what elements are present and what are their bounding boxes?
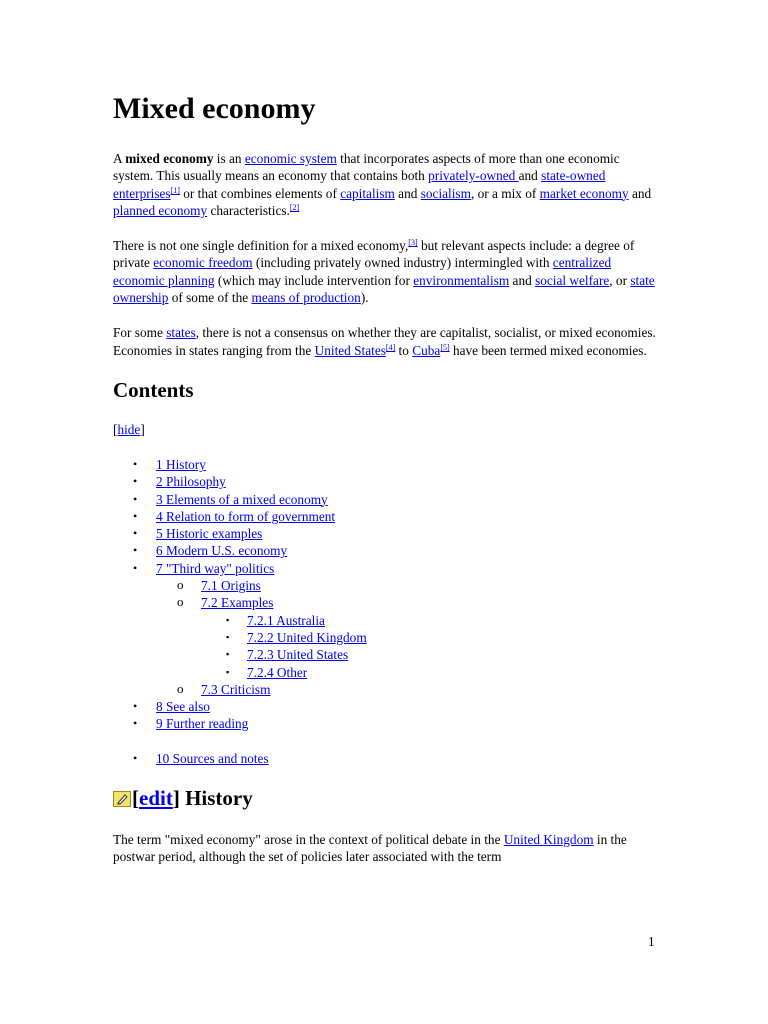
toc-link-criticism[interactable]: 7.3 Criticism [201, 681, 271, 697]
text: characteristics. [207, 202, 290, 218]
toc-item [113, 594, 658, 611]
link-environmentalism[interactable]: environmentalism [413, 272, 510, 288]
toc-item [113, 750, 658, 767]
citation-2[interactable]: [2] [289, 202, 300, 212]
intro-paragraph [113, 150, 658, 219]
text: but relevant aspects include: a degree of private [113, 238, 635, 271]
contents-heading: Contents [113, 377, 194, 402]
page-number: 1 [648, 934, 655, 949]
toc-item [113, 646, 658, 663]
bracket: ] [140, 421, 145, 437]
text: and [509, 272, 536, 288]
link-market-economy[interactable]: market economy [539, 185, 629, 201]
link-capitalism[interactable]: capitalism [340, 185, 395, 201]
bullet-icon: • [133, 526, 138, 541]
link-economic-system[interactable]: economic system [244, 151, 337, 166]
text: , or [609, 272, 631, 288]
history-heading [113, 785, 658, 811]
bullet-icon: • [133, 474, 138, 489]
toc-toggle [113, 421, 658, 438]
toc-item [113, 698, 658, 715]
toc-link-united-states[interactable]: 7.2.3 United States [247, 647, 349, 663]
text: and [518, 168, 542, 184]
square-bullet-icon: ▪ [226, 614, 230, 625]
text: (which may include intervention for [214, 272, 414, 288]
link-social-welfare[interactable]: social welfare [535, 272, 610, 288]
text: , there is not a consensus on whether they are capitalist, socialist, or mixed economies. Economies in states ranging from the [113, 325, 656, 358]
bracket: ] [172, 786, 180, 811]
table-of-contents [113, 456, 658, 767]
square-bullet-icon: ▪ [226, 631, 230, 642]
toc-spacer [113, 733, 658, 750]
page-title: Mixed economy [113, 92, 316, 125]
link-socialism[interactable]: socialism [420, 185, 471, 201]
toc-link-see-also[interactable]: 8 See also [156, 699, 210, 715]
circle-bullet-icon: o [177, 680, 184, 696]
article [113, 92, 658, 866]
toc-link-australia[interactable]: 7.2.1 Australia [247, 612, 325, 628]
circle-bullet-icon: o [177, 594, 184, 610]
bracket: [ [132, 786, 139, 811]
square-bullet-icon: ▪ [226, 666, 230, 677]
bullet-icon: • [133, 716, 138, 731]
citation-4[interactable]: [4] [385, 342, 396, 352]
toc-link-elements[interactable]: 3 Elements of a mixed economy [156, 491, 328, 507]
bullet-icon: • [133, 508, 138, 523]
link-state-ownership[interactable]: state ownership [113, 272, 655, 306]
text: A [113, 151, 126, 166]
square-bullet-icon: ▪ [226, 649, 230, 660]
bullet-icon: • [133, 560, 138, 575]
toc-link-sources[interactable]: 10 Sources and notes [156, 750, 269, 766]
toc-link-relation[interactable]: 4 Relation to form of government [156, 508, 336, 524]
text: that incorporates aspects of more than one economic system. This usually means an economy that contains both [113, 151, 620, 184]
text: There is not one single definition for a mixed economy, [113, 238, 409, 254]
definition-paragraph [113, 237, 658, 306]
toc-link-further-reading[interactable]: 9 Further reading [156, 716, 249, 732]
toc-item [113, 508, 658, 525]
bold-term: mixed economy [125, 151, 214, 166]
bullet-icon: • [133, 543, 138, 558]
link-privately-owned[interactable]: privately-owned [428, 168, 519, 184]
toc-link-third-way[interactable]: 7 "Third way" politics [156, 560, 275, 576]
toc-item [113, 664, 658, 681]
text: (including privately owned industry) intermingled with [252, 255, 553, 271]
toc-link-philosophy[interactable]: 2 Philosophy [156, 474, 226, 490]
states-paragraph [113, 324, 658, 359]
toc-item [113, 612, 658, 629]
toc-item [113, 715, 658, 732]
link-planned-economy[interactable]: planned economy [113, 202, 208, 218]
link-united-states[interactable]: United States [314, 342, 386, 358]
history-paragraph [113, 831, 658, 866]
toc-item [113, 525, 658, 542]
text: of some of the [168, 290, 252, 306]
text: and [394, 185, 421, 201]
link-states[interactable]: states [166, 325, 196, 341]
text: or that combines elements of [179, 185, 341, 201]
text: and [628, 185, 652, 201]
circle-bullet-icon: o [177, 577, 184, 593]
text: to [395, 342, 413, 358]
toc-link-other[interactable]: 7.2.4 Other [247, 664, 308, 680]
link-united-kingdom[interactable]: United Kingdom [503, 832, 594, 848]
citation-1[interactable]: [1] [170, 185, 180, 195]
edit-pencil-icon[interactable] [113, 791, 131, 807]
toc-link-modern-us[interactable]: 6 Modern U.S. economy [156, 543, 288, 559]
toc-link-origins[interactable]: 7.1 Origins [201, 578, 261, 594]
link-enterprises[interactable]: enterprises [113, 185, 171, 201]
bullet-icon: • [133, 491, 138, 506]
toc-item [113, 629, 658, 646]
toc-link-examples[interactable]: 7.2 Examples [201, 595, 274, 611]
toc-item [113, 491, 658, 508]
bullet-icon: • [133, 699, 138, 714]
text: is an [213, 151, 245, 166]
text: ). [360, 290, 369, 306]
toc-item [113, 681, 658, 698]
toc-item [113, 560, 658, 577]
toc-link-history[interactable]: 1 History [156, 456, 206, 472]
toc-item [113, 456, 658, 473]
text: , or a mix of [470, 185, 540, 201]
citation-3[interactable]: [3] [408, 238, 418, 248]
edit-link[interactable]: edit [139, 786, 173, 811]
bracket: [ [113, 421, 118, 437]
link-state-owned[interactable]: state-owned [541, 168, 606, 184]
toc-item [113, 473, 658, 490]
section-title: History [179, 786, 253, 811]
link-economic-freedom[interactable]: economic freedom [153, 255, 253, 271]
toc-item [113, 577, 658, 594]
link-centralized-planning[interactable]: centralized economic planning [113, 255, 612, 288]
text: The term "mixed economy" arose in the context of political debate in the [113, 832, 504, 848]
hide-link[interactable]: hide [117, 421, 141, 437]
citation-5[interactable]: [5] [440, 342, 450, 352]
text: in the postwar period, although the set of policies later associated with the term [113, 832, 627, 865]
bullet-icon: • [133, 456, 138, 471]
bullet-icon: • [133, 750, 138, 765]
link-means-of-production[interactable]: means of production [251, 290, 361, 306]
toc-item [113, 542, 658, 559]
link-cuba[interactable]: Cuba [412, 342, 441, 358]
toc-link-historic-examples[interactable]: 5 Historic examples [156, 526, 263, 542]
text: have been termed mixed economies. [449, 342, 647, 358]
toc-link-united-kingdom[interactable]: 7.2.2 United Kingdom [247, 629, 367, 645]
text: For some [113, 325, 167, 341]
